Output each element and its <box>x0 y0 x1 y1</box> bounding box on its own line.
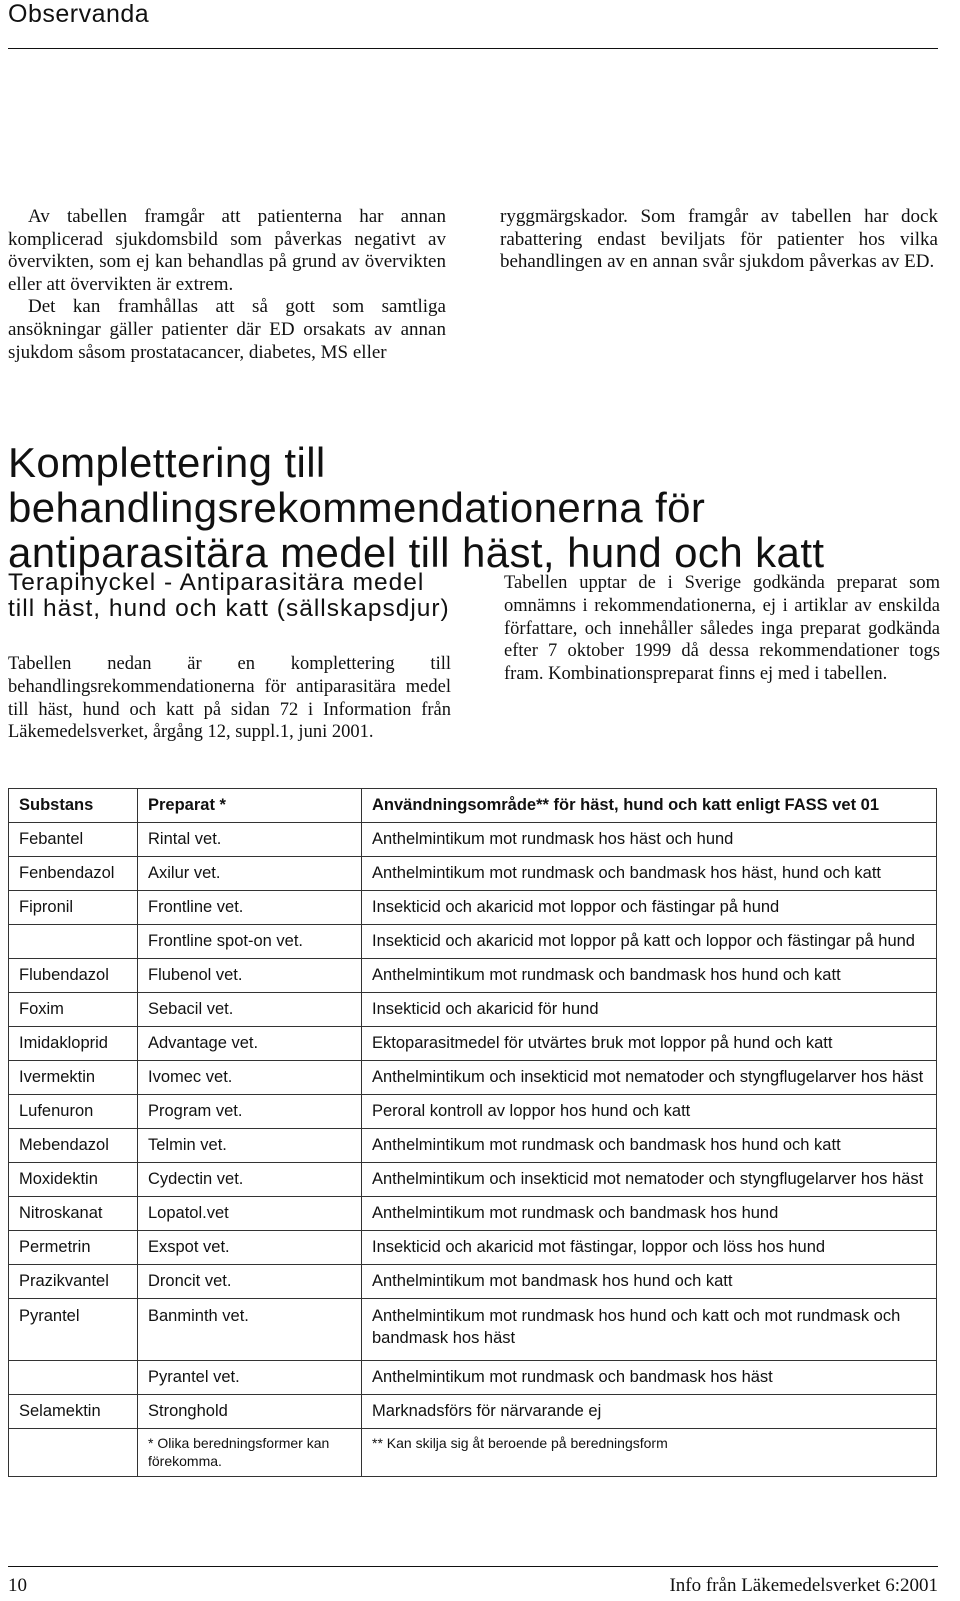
preparation-cell: Stronghold <box>138 1395 362 1429</box>
table-footnote-row <box>9 1429 937 1477</box>
usage-cell: Anthelmintikum mot bandmask hos hund och katt <box>362 1265 937 1299</box>
preparation-cell: Cydectin vet. <box>138 1163 362 1197</box>
preparation-cell: Frontline vet. <box>138 891 362 925</box>
preparation-cell: Program vet. <box>138 1095 362 1129</box>
intro-right-paragraph: ryggmärgskador. Som framgår av tabellen har dock rabattering endast beviljats för patienter hos vilka behandlingen av en annan svår sjukdom påverkas av ED. <box>500 206 938 273</box>
table-header-row <box>9 789 937 823</box>
intro-left-paragraph-2: Det kan framhållas att så gott som samtliga ansökningar gäller patienter där ED orsakats av annan sjukdom såsom prostatacancer, diabetes, MS eller <box>8 296 446 363</box>
table-row <box>9 1299 937 1361</box>
footnote-preparat: * Olika beredningsformer kan förekomma. <box>138 1429 362 1477</box>
preparation-cell: Ivomec vet. <box>138 1061 362 1095</box>
table-row <box>9 993 937 1027</box>
article-headline: Komplettering till behandlingsrekommendationerna för antiparasitära medel till häst, hund och katt <box>8 439 825 576</box>
substance-cell: Pyrantel <box>9 1299 138 1361</box>
usage-cell: Marknadsförs för närvarande ej <box>362 1395 937 1429</box>
usage-cell: Insekticid och akaricid mot loppor på katt och loppor och fästingar på hund <box>362 925 937 959</box>
substance-cell: Fenbendazol <box>9 857 138 891</box>
preparation-cell: Lopatol.vet <box>138 1197 362 1231</box>
usage-cell: Insekticid och akaricid mot fästingar, loppor och löss hos hund <box>362 1231 937 1265</box>
substance-cell: Lufenuron <box>9 1095 138 1129</box>
usage-cell: Peroral kontroll av loppor hos hund och katt <box>362 1095 937 1129</box>
preparation-cell: Frontline spot-on vet. <box>138 925 362 959</box>
usage-cell: Anthelmintikum mot rundmask och bandmask hos hund <box>362 1197 937 1231</box>
substance-cell: Febantel <box>9 823 138 857</box>
substance-cell: Flubendazol <box>9 959 138 993</box>
preparation-cell: Axilur vet. <box>138 857 362 891</box>
usage-cell: Anthelmintikum och insekticid mot nematoder och styngflugelarver hos häst <box>362 1163 937 1197</box>
table-row <box>9 1395 937 1429</box>
usage-cell: Anthelmintikum mot rundmask hos hund och katt och mot rundmask och bandmask hos häst <box>362 1299 937 1361</box>
preparation-cell: Pyrantel vet. <box>138 1361 362 1395</box>
top-rule <box>8 48 938 49</box>
table-row <box>9 1129 937 1163</box>
publication-name: Info från Läkemedelsverket 6:2001 <box>669 1575 938 1596</box>
usage-cell: Anthelmintikum mot rundmask och bandmask hos hund och katt <box>362 959 937 993</box>
table-row <box>9 1163 937 1197</box>
substance-cell: Permetrin <box>9 1231 138 1265</box>
substance-cell: Foxim <box>9 993 138 1027</box>
table-row <box>9 1231 937 1265</box>
usage-cell: Anthelmintikum mot rundmask hos häst och hund <box>362 823 937 857</box>
substance-cell: Mebendazol <box>9 1129 138 1163</box>
substance-cell: Imidakloprid <box>9 1027 138 1061</box>
substance-cell: Prazikvantel <box>9 1265 138 1299</box>
article-intro-text: Tabellen nedan är en komplettering till behandlingsrekommendationerna för antiparasitära medel till häst, hund och katt på sidan 72 i Information från Läkemedelsverket, årgång 12, suppl.1, juni 2001. <box>8 654 451 743</box>
preparation-cell: Rintal vet. <box>138 823 362 857</box>
table-row <box>9 1061 937 1095</box>
substance-cell: Nitroskanat <box>9 1197 138 1231</box>
page-number: 10 <box>8 1575 27 1596</box>
intro-left-paragraph-1: Av tabellen framgår att patienterna har annan komplicerad sjukdomsbild som påverkas negativt av övervikten, som ej kan behandlas på grund av övervikten eller att övervikten är extrem. <box>8 206 446 295</box>
usage-cell: Anthelmintikum mot rundmask och bandmask hos hund och katt <box>362 1129 937 1163</box>
substance-cell: Ivermektin <box>9 1061 138 1095</box>
usage-cell: Anthelmintikum mot rundmask och bandmask hos häst <box>362 1361 937 1395</box>
usage-cell: Anthelmintikum mot rundmask och bandmask hos häst, hund och katt <box>362 857 937 891</box>
header-substans: Substans <box>9 789 138 823</box>
usage-cell: Insekticid och akaricid mot loppor och fästingar på hund <box>362 891 937 925</box>
preparation-cell: Telmin vet. <box>138 1129 362 1163</box>
header-anvandningsomrade: Användningsområde** för häst, hund och katt enligt FASS vet 01 <box>362 789 937 823</box>
table-row <box>9 1197 937 1231</box>
footnote-usage: ** Kan skilja sig åt beroende på beredningsform <box>362 1429 937 1477</box>
usage-cell: Anthelmintikum och insekticid mot nematoder och styngflugelarver hos häst <box>362 1061 937 1095</box>
usage-cell: Ektoparasitmedel för utvärtes bruk mot loppor på hund och katt <box>362 1027 937 1061</box>
intro-left-column <box>8 206 446 364</box>
table-row <box>9 891 937 925</box>
substance-table <box>8 788 937 1477</box>
usage-cell: Insekticid och akaricid för hund <box>362 993 937 1027</box>
table-row <box>9 1265 937 1299</box>
table-row <box>9 823 937 857</box>
substance-cell: Fipronil <box>9 891 138 925</box>
preparation-cell: Advantage vet. <box>138 1027 362 1061</box>
table-row <box>9 857 937 891</box>
table-row <box>9 925 937 959</box>
intro-right-column <box>500 206 938 274</box>
substance-cell: Moxidektin <box>9 1163 138 1197</box>
table-row <box>9 1361 937 1395</box>
table-row <box>9 1027 937 1061</box>
header-preparat: Preparat * <box>138 789 362 823</box>
substance-cell: Selamektin <box>9 1395 138 1429</box>
article-right-text: Tabellen upptar de i Sverige godkända preparat som omnämns i rekommendationerna, ej i artiklar av enskilda författare, och innehåller således inga preparat godkända efter 7 oktober 1999 då dessa rekommendationer togs fram. Kombinationspreparat finns ej med i tabellen. <box>504 573 940 685</box>
preparation-cell: Flubenol vet. <box>138 959 362 993</box>
table-row <box>9 959 937 993</box>
table-row <box>9 1095 937 1129</box>
substance-cell <box>9 925 138 959</box>
section-label: Observanda <box>8 0 150 28</box>
preparation-cell: Exspot vet. <box>138 1231 362 1265</box>
article-subheading: Terapinyckel - Antiparasitära medel till häst, hund och katt (sällskapsdjur) <box>8 569 450 622</box>
preparation-cell: Banminth vet. <box>138 1299 362 1361</box>
footnote-empty-cell <box>9 1429 138 1477</box>
bottom-rule <box>8 1566 938 1567</box>
substance-cell <box>9 1361 138 1395</box>
preparation-cell: Droncit vet. <box>138 1265 362 1299</box>
preparation-cell: Sebacil vet. <box>138 993 362 1027</box>
